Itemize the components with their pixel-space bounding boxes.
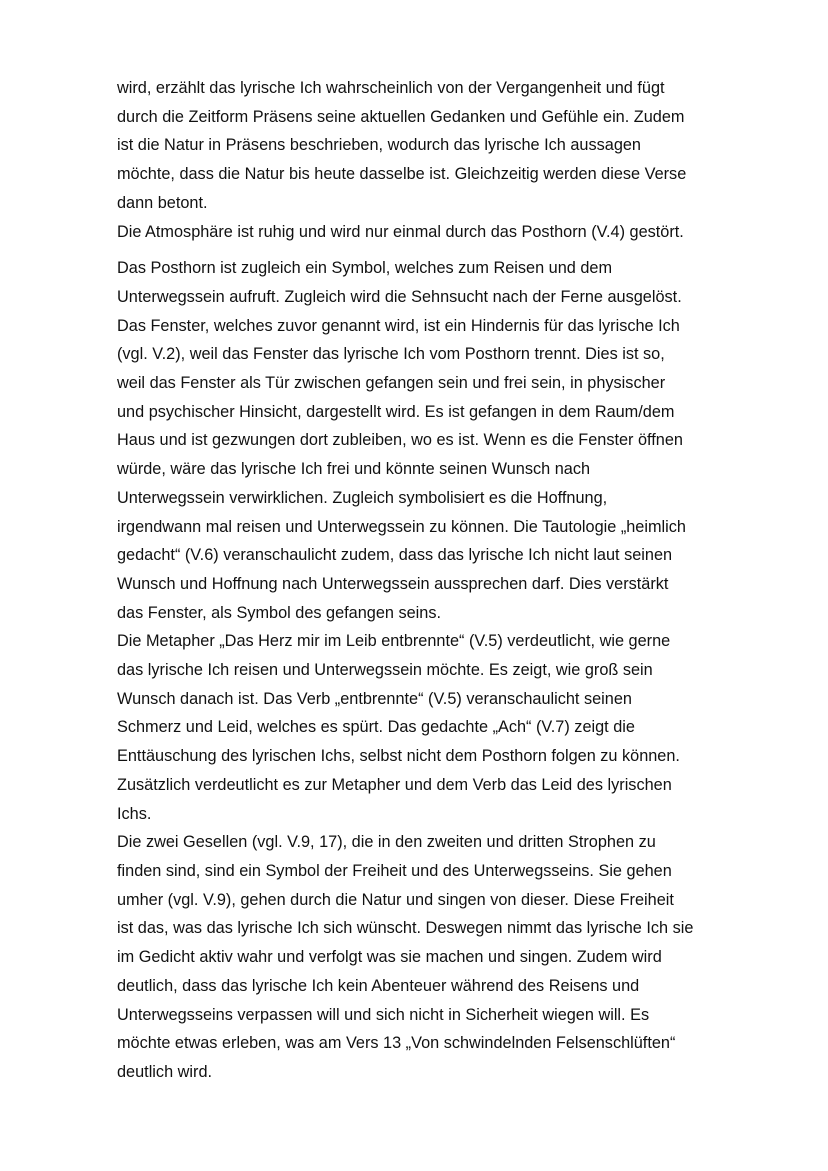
text-line: finden sind, sind ein Symbol der Freiheit und des Unterwegsseins. Sie gehen — [117, 861, 672, 880]
text-line: Die Atmosphäre ist ruhig und wird nur einmal durch das Posthorn (V.4) gestört. — [117, 222, 684, 241]
text-line: Unterwegsseins verpassen will und sich nicht in Sicherheit wiegen will. Es — [117, 1005, 650, 1024]
text-line: Das Fenster, welches zuvor genannt wird, ist ein Hindernis für das lyrische Ich — [117, 316, 680, 335]
text-line: Zusätzlich verdeutlicht es zur Metapher und dem Verb das Leid des lyrischen — [117, 775, 672, 794]
text-line: deutlich, dass das lyrische Ich kein Abenteuer während des Reisens und — [117, 976, 640, 995]
text-line: umher (vgl. V.9), gehen durch die Natur und singen von dieser. Diese Freiheit — [117, 890, 674, 909]
text-line: Schmerz und Leid, welches es spürt. Das gedachte „Ach“ (V.7) zeigt die — [117, 718, 635, 737]
text-line: Die Metapher „Das Herz mir im Leib entbrennte“ (V.5) verdeutlicht, wie gerne — [117, 632, 671, 651]
paragraph-posthorn-symbol — [117, 254, 717, 627]
text-line: ist das, was das lyrische Ich sich wünscht. Deswegen nimmt das lyrische Ich sie — [117, 919, 694, 938]
text-line: möchte etwas erleben, was am Vers 13 „Von schwindelnden Felsenschlüften“ — [117, 1034, 676, 1053]
text-line: gedacht“ (V.6) veranschaulicht zudem, dass das lyrische Ich nicht laut seinen — [117, 546, 673, 565]
document-page — [117, 74, 717, 1087]
paragraph-metaphor — [117, 627, 717, 828]
text-line: und psychischer Hinsicht, dargestellt wird. Es ist gefangen in dem Raum/dem — [117, 402, 675, 421]
text-line: Die zwei Gesellen (vgl. V.9, 17), die in den zweiten und dritten Strophen zu — [117, 833, 656, 852]
paragraph-gap — [117, 246, 717, 254]
text-line: dann betont. — [117, 193, 208, 212]
text-line: Wunsch danach ist. Das Verb „entbrennte“ (V.5) veranschaulicht seinen — [117, 689, 632, 708]
text-line: Enttäuschung des lyrischen Ichs, selbst nicht dem Posthorn folgen zu können. — [117, 747, 680, 766]
text-line: Unterwegssein verwirklichen. Zugleich symbolisiert es die Hoffnung, — [117, 488, 608, 507]
text-line: ist die Natur in Präsens beschrieben, wodurch das lyrische Ich aussagen — [117, 136, 641, 155]
text-line: im Gedicht aktiv wahr und verfolgt was sie machen und singen. Zudem wird — [117, 948, 662, 967]
text-line: das Fenster, als Symbol des gefangen seins. — [117, 603, 442, 622]
text-line: Ichs. — [117, 804, 152, 823]
text-line: das lyrische Ich reisen und Unterwegssein möchte. Es zeigt, wie groß sein — [117, 661, 653, 680]
text-line: Unterwegssein aufruft. Zugleich wird die Sehnsucht nach der Ferne ausgelöst. — [117, 287, 682, 306]
text-line: Haus und ist gezwungen dort zubleiben, wo es ist. Wenn es die Fenster öffnen — [117, 431, 683, 450]
text-line: möchte, dass die Natur bis heute dasselbe ist. Gleichzeitig werden diese Verse — [117, 165, 687, 184]
text-line: Das Posthorn ist zugleich ein Symbol, welches zum Reisen und dem — [117, 259, 613, 278]
text-line: weil das Fenster als Tür zwischen gefangen sein und frei sein, in physischer — [117, 374, 666, 393]
text-line: Wunsch und Hoffnung nach Unterwegssein aussprechen darf. Dies verstärkt — [117, 574, 669, 593]
text-line: deutlich wird. — [117, 1062, 213, 1081]
paragraph-tense-analysis — [117, 74, 717, 246]
text-line: wird, erzählt das lyrische Ich wahrscheinlich von der Vergangenheit und fügt — [117, 79, 665, 97]
text-line: (vgl. V.2), weil das Fenster das lyrische Ich vom Posthorn trennt. Dies ist so, — [117, 345, 665, 364]
text-line: irgendwann mal reisen und Unterwegssein zu können. Die Tautologie „heimlich — [117, 517, 686, 536]
text-line: durch die Zeitform Präsens seine aktuellen Gedanken und Gefühle ein. Zudem — [117, 107, 685, 126]
text-line: würde, wäre das lyrische Ich frei und könnte seinen Wunsch nach — [117, 460, 591, 479]
paragraph-gesellen — [117, 828, 717, 1086]
